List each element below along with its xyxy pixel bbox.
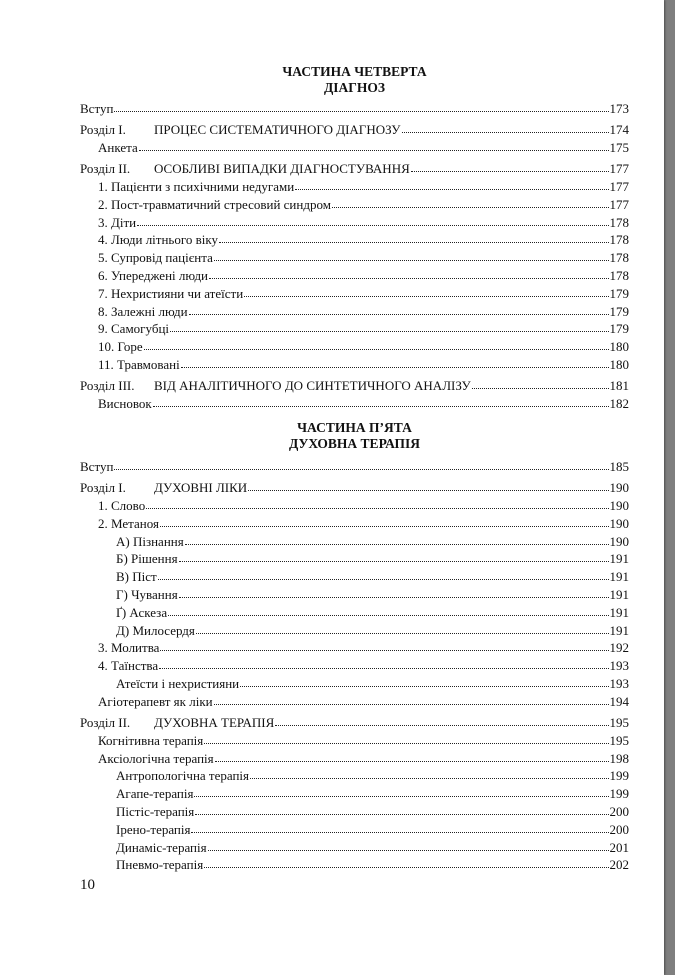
toc-page-number: 190 xyxy=(609,533,629,549)
toc-entry xyxy=(80,675,629,693)
toc-page-number: 178 xyxy=(609,267,629,283)
toc-entry-label xyxy=(116,550,178,568)
toc-entry-label xyxy=(80,714,274,732)
toc-page-number: 190 xyxy=(609,515,629,531)
toc-entry-label xyxy=(116,767,249,785)
dot-leader xyxy=(215,751,609,762)
dot-leader xyxy=(402,122,609,133)
part4-title: ЧАСТИНА ЧЕТВЕРТА xyxy=(282,64,427,79)
toc-entry xyxy=(80,550,629,568)
toc-entry-text: ДУХОВНІ ЛІКИ xyxy=(154,480,248,496)
toc-page-number: 200 xyxy=(609,821,629,837)
toc-chapter-prefix: Розділ I. xyxy=(80,480,126,496)
toc-entry xyxy=(80,839,629,857)
dot-leader xyxy=(411,161,609,172)
toc-entry xyxy=(80,395,629,413)
dot-leader xyxy=(185,534,609,545)
toc-entry-text: ОСОБЛИВІ ВИПАДКИ ДІАГНОСТУВАННЯ xyxy=(154,161,410,177)
toc-entry xyxy=(80,533,629,551)
toc-entry-label xyxy=(116,839,207,857)
toc-page-number: 178 xyxy=(609,214,629,230)
toc-entry-text: Агапе-терапія xyxy=(116,786,194,802)
part5-heading xyxy=(80,420,629,452)
toc-chapter-prefix: Розділ II. xyxy=(80,161,131,177)
dot-leader xyxy=(240,676,608,687)
toc-entry-label xyxy=(98,732,203,750)
dot-leader xyxy=(144,339,609,350)
dot-leader xyxy=(139,140,609,151)
part4-subtitle: ДІАГНОЗ xyxy=(323,80,385,95)
toc-entry-label xyxy=(98,497,145,515)
toc-entry-text: Висновок xyxy=(98,395,152,411)
toc-page-number: 193 xyxy=(609,658,629,674)
dot-leader xyxy=(168,605,608,616)
dot-leader xyxy=(114,101,608,112)
toc-entry-text: Динаміс-терапія xyxy=(116,839,207,855)
dot-leader xyxy=(195,804,608,815)
dot-leader xyxy=(194,786,608,797)
dot-leader xyxy=(160,640,608,651)
toc-entry-label xyxy=(98,303,188,321)
toc-entry xyxy=(80,231,629,249)
toc-entry-label xyxy=(98,657,158,675)
toc-entry-text: 4. Люди літнього віку xyxy=(98,232,218,248)
toc-page-number: 201 xyxy=(609,839,629,855)
part5-subtitle: ДУХОВНА ТЕРАПІЯ xyxy=(289,436,420,451)
toc-entry-text: Вступ xyxy=(80,101,114,116)
toc-entry xyxy=(80,214,629,232)
toc-entry xyxy=(80,821,629,839)
toc-entry-text: 3. Молитва xyxy=(98,640,160,656)
toc-entry xyxy=(80,604,629,622)
toc-entry-text: Пневмо-терапія xyxy=(116,857,204,873)
toc-entry xyxy=(80,693,629,711)
toc-page-number: 191 xyxy=(609,551,629,567)
toc-entry xyxy=(80,479,629,497)
toc-page-number: 180 xyxy=(609,339,629,355)
toc-entry xyxy=(80,732,629,750)
toc-page-number: 195 xyxy=(609,732,629,748)
toc-entry-text: Б) Рішення xyxy=(116,551,178,567)
toc-entry-text: А) Пізнання xyxy=(116,533,184,549)
toc-page-number: 198 xyxy=(609,750,629,766)
toc-chapter-prefix: Розділ III. xyxy=(80,378,135,394)
toc-entry-text: Г) Чування xyxy=(116,586,178,602)
toc-entry-label xyxy=(80,458,113,476)
toc-entry-label xyxy=(98,178,294,196)
toc-entry xyxy=(80,377,629,395)
toc-entry-label xyxy=(98,196,331,214)
toc-entry xyxy=(80,178,629,196)
toc-part5 xyxy=(80,458,629,874)
toc-entry xyxy=(80,139,629,157)
dot-leader xyxy=(137,215,608,226)
toc-entry xyxy=(80,639,629,657)
toc-entry-label xyxy=(116,803,194,821)
toc-entry-label xyxy=(98,285,243,303)
toc-entry-label xyxy=(116,586,178,604)
toc-entry-label xyxy=(116,533,184,551)
dot-leader xyxy=(114,459,608,470)
toc-page-number: 177 xyxy=(609,178,629,194)
toc-entry-text: 6. Упереджені люди xyxy=(98,267,209,283)
toc-entry-text: 3. Діти xyxy=(98,214,137,230)
dot-leader xyxy=(160,516,609,527)
toc-entry-label xyxy=(98,338,143,356)
toc-page-number: 191 xyxy=(609,569,629,585)
dot-leader xyxy=(295,179,608,190)
toc-page-number: 177 xyxy=(609,161,629,177)
toc-entry xyxy=(80,657,629,675)
dot-leader xyxy=(204,857,608,868)
toc-page-number: 179 xyxy=(609,303,629,319)
dot-leader xyxy=(275,715,608,726)
toc-entry-text: 9. Самогубці xyxy=(98,321,170,337)
toc-page-number: 199 xyxy=(609,786,629,802)
toc-entry xyxy=(80,767,629,785)
toc-entry xyxy=(80,568,629,586)
toc-page-number: 178 xyxy=(609,250,629,266)
toc-entry-text: Д) Милосердя xyxy=(116,622,195,638)
toc-entry-label xyxy=(98,639,159,657)
dot-leader xyxy=(209,268,608,279)
toc-entry xyxy=(80,750,629,768)
dot-leader xyxy=(179,587,609,598)
toc-page-number: 191 xyxy=(609,586,629,602)
toc-entry-label xyxy=(80,160,410,178)
toc-entry-text: 2. Метаноя xyxy=(98,515,159,531)
dot-leader xyxy=(146,498,608,509)
toc-entry-label xyxy=(98,139,138,157)
dot-leader xyxy=(191,822,608,833)
toc-entry-label xyxy=(98,231,218,249)
toc-page-number: 192 xyxy=(609,640,629,656)
toc-entry xyxy=(80,121,629,139)
toc-entry xyxy=(80,196,629,214)
toc-entry-text: Ґ) Аскеза xyxy=(116,604,168,620)
toc-entry xyxy=(80,458,629,476)
toc-entry-label xyxy=(98,249,213,267)
toc-entry-text: Анкета xyxy=(98,139,138,155)
toc-page-number: 190 xyxy=(609,497,629,513)
toc-entry-text: ДУХОВНА ТЕРАПІЯ xyxy=(154,714,275,730)
toc-entry-label xyxy=(98,395,152,413)
dot-leader xyxy=(179,551,609,562)
toc-entry xyxy=(80,160,629,178)
page-number: 10 xyxy=(80,877,95,893)
toc-entry-label xyxy=(98,693,213,711)
toc-entry-label xyxy=(98,267,208,285)
toc-page-number: 178 xyxy=(609,232,629,248)
toc-entry xyxy=(80,803,629,821)
dot-leader xyxy=(158,569,609,580)
toc-entry-label xyxy=(98,214,136,232)
toc-entry xyxy=(80,356,629,374)
toc-entry-text: 4. Таїнства xyxy=(98,658,159,674)
toc-page-number: 191 xyxy=(609,622,629,638)
toc-entry xyxy=(80,714,629,732)
toc-entry-text: Антропологічна терапія xyxy=(116,768,250,784)
toc-entry xyxy=(80,515,629,533)
toc-entry-text: ВІД АНАЛІТИЧНОГО ДО СИНТЕТИЧНОГО АНАЛІЗУ xyxy=(154,378,471,394)
dot-leader xyxy=(159,658,608,669)
toc-entry xyxy=(80,497,629,515)
toc-page-number: 174 xyxy=(609,122,629,138)
toc-page-number: 182 xyxy=(609,395,629,411)
toc-entry xyxy=(80,320,629,338)
toc-entry-text: 10. Горе xyxy=(98,339,143,355)
dot-leader xyxy=(332,197,609,208)
toc-entry xyxy=(80,622,629,640)
toc-entry-text: Ірено-терапія xyxy=(116,821,191,837)
toc-entry-label xyxy=(116,675,239,693)
toc-entry-label xyxy=(116,568,157,586)
toc-entry xyxy=(80,100,629,118)
toc-page-number: 179 xyxy=(609,285,629,301)
toc-page-number: 202 xyxy=(609,857,629,873)
toc-entry-text: Вступ xyxy=(80,459,114,474)
dot-leader xyxy=(219,232,609,243)
toc-chapter-prefix: Розділ II. xyxy=(80,714,131,730)
dot-leader xyxy=(170,321,608,332)
toc-part4 xyxy=(80,100,629,413)
dot-leader xyxy=(153,396,609,407)
toc-page-number: 190 xyxy=(609,480,629,496)
toc-entry-label xyxy=(116,622,195,640)
toc-page-number: 181 xyxy=(609,378,629,394)
toc-chapter-prefix: Розділ I. xyxy=(80,122,126,138)
toc-entry-text: 5. Супровід пацієнта xyxy=(98,250,213,266)
toc-entry-text: Агіотерапевт як ліки xyxy=(98,693,213,709)
toc-page-number: 185 xyxy=(609,459,629,474)
toc-entry-text: 1. Слово xyxy=(98,497,146,513)
toc-entry-label xyxy=(98,320,169,338)
toc-entry-text: 8. Залежні люди xyxy=(98,303,188,319)
dot-leader xyxy=(208,840,609,851)
toc-entry xyxy=(80,267,629,285)
toc-entry-text: 7. Нехристияни чи атеїсти xyxy=(98,285,244,301)
toc-entry-text: 1. Пацієнти з психічними недугами xyxy=(98,178,295,194)
toc-entry-label xyxy=(116,604,167,622)
toc-page-number: 175 xyxy=(609,139,629,155)
toc-entry-label xyxy=(98,515,159,533)
toc-entry-label xyxy=(98,750,214,768)
toc-page-number: 193 xyxy=(609,675,629,691)
toc-page-number: 191 xyxy=(609,604,629,620)
toc-entry-label xyxy=(80,121,401,139)
dot-leader xyxy=(472,378,609,389)
toc-entry xyxy=(80,285,629,303)
dot-leader xyxy=(244,286,608,297)
dot-leader xyxy=(204,733,608,744)
toc-page-number: 180 xyxy=(609,356,629,372)
toc-entry xyxy=(80,303,629,321)
toc-entry-text: В) Піст xyxy=(116,569,157,585)
toc-page-number: 194 xyxy=(609,693,629,709)
toc-page-number: 200 xyxy=(609,803,629,819)
toc-entry-text: 11. Травмовані xyxy=(98,356,180,372)
toc-page-number: 173 xyxy=(609,101,629,116)
toc-entry-text: Атеїсти і нехристияни xyxy=(116,675,240,691)
dot-leader xyxy=(248,480,608,491)
toc-entry xyxy=(80,586,629,604)
toc-page-number: 199 xyxy=(609,768,629,784)
toc-entry-label xyxy=(116,785,193,803)
toc-entry-text: Когнітивна терапія xyxy=(98,732,204,748)
dot-leader xyxy=(214,250,609,261)
toc-page-number: 179 xyxy=(609,321,629,337)
toc-entry-text: 2. Пост-травматичний стресовий синдром xyxy=(98,196,331,212)
dot-leader xyxy=(214,694,609,705)
toc-entry xyxy=(80,856,629,874)
toc-entry-text: Пістіс-терапія xyxy=(116,803,195,819)
toc-entry-label xyxy=(98,356,180,374)
dot-leader xyxy=(196,623,609,634)
dot-leader xyxy=(181,357,609,368)
toc-page-number: 177 xyxy=(609,196,629,212)
toc-entry-text: ПРОЦЕС СИСТЕМАТИЧНОГО ДІАГНОЗУ xyxy=(154,122,401,138)
toc-entry-label xyxy=(116,821,190,839)
toc-entry-label xyxy=(116,856,203,874)
part4-heading xyxy=(80,64,629,96)
toc-entry-label xyxy=(80,100,113,118)
toc-entry-text: Аксіологічна терапія xyxy=(98,750,214,766)
part5-title: ЧАСТИНА П’ЯТА xyxy=(297,420,412,435)
dot-leader xyxy=(250,768,608,779)
dot-leader xyxy=(189,304,609,315)
toc-entry xyxy=(80,249,629,267)
toc-entry xyxy=(80,785,629,803)
toc-page-number: 195 xyxy=(609,714,629,730)
toc-entry-label xyxy=(80,377,471,395)
toc-entry xyxy=(80,338,629,356)
toc-entry-label xyxy=(80,479,247,497)
